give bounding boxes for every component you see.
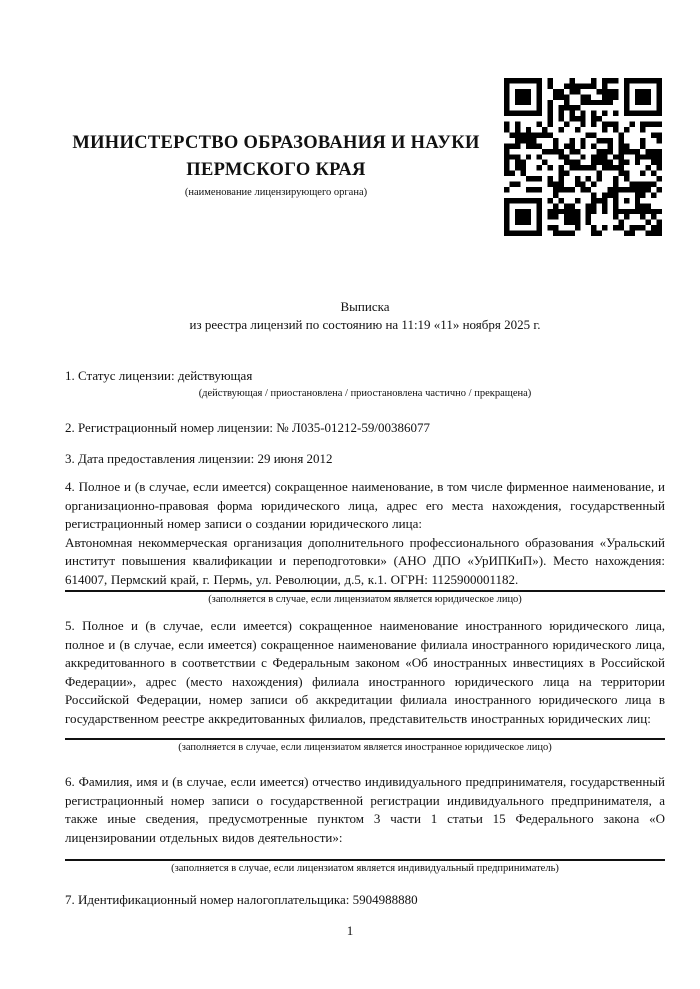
title-line: Выписка — [340, 299, 390, 314]
registration-number-text: 2. Регистрационный номер лицензии: № Л035-01212-59/00386077 — [65, 420, 431, 435]
license-grant-date-text: 3. Дата предоставления лицензии: 29 июня 2012 — [65, 451, 333, 466]
item-individual-entrepreneur — [65, 773, 665, 876]
license-status-options-caption: (действующая / приостановлена / приостановлена частично / прекращена) — [198, 387, 532, 399]
item-license-grant-date — [65, 450, 665, 469]
legal-entity-prompt: 4. Полное и (в случае, если имеется) сокращенное наименование, в том числе фирменное наименование, и организационно-правовая форма юридического лица, адрес его места нахождения, государственный регистрационный номер записи о создании юридического лица: — [65, 479, 665, 531]
legal-entity-value: Автономная некоммерческая организация дополнительного профессионального образования «Уральский институт повышения квалификации и переподготовки» (АНО ДПО «УрИПКиП»). Место нахождения: 614007, Пермский край, г. Пермь, ул. Революции, д.5, к.1. ОГРН: 1125900001182. — [65, 534, 665, 587]
document-title — [65, 298, 665, 334]
title-date-line: из реестра лицензий по состоянию на 11:19 «11» ноября 2025 г. — [189, 317, 541, 332]
license-status-text: 1. Статус лицензии: действующая — [65, 368, 253, 383]
item-license-status — [65, 367, 665, 401]
taxpayer-number-text: 7. Идентификационный номер налогоплательщика: 5904988880 — [65, 892, 418, 907]
item-legal-entity — [65, 478, 665, 607]
page-number: 1 — [346, 923, 354, 938]
foreign-legal-entity-prompt: 5. Полное и (в случае, если имеется) сокращенное наименование иностранного юридического лица, полное и (в случае, если имеется) сокращенное наименование филиала иностранного юридического лица, аккредитованного в соответствии с Федеральным законом «Об иностранных инвестициях в Российской Федерации», адрес (место нахождения) филиала иностранного юридического лица на территории Российской Федерации, номер записи об аккредитации филиала иностранного юридического лица в государственном реестре аккредитованных филиалов, представительств иностранных юридических лиц: — [65, 618, 665, 726]
fill-in-rule-foreign-entity — [65, 738, 665, 740]
ministry-name-line-1: МИНИСТЕРСТВО ОБРАЗОВАНИЯ И НАУКИ — [72, 133, 480, 153]
individual-entrepreneur-prompt: 6. Фамилия, имя и (в случае, если имеется) отчество индивидуального предпринимателя, государственный регистрационный номер записи о государственной регистрации индивидуального предпринимателя, а также иные сведения, предусмотренные пунктом 3 части 1 статьи 15 Федерального закона «О лицензировании отдельных видов деятельности»: — [65, 774, 665, 845]
fill-in-rule-legal-entity — [65, 590, 665, 592]
legal-entity-caption: (заполняется в случае, если лицензиатом является юридическое лицо) — [208, 594, 522, 605]
foreign-legal-entity-caption: (заполняется в случае, если лицензиатом является иностранное юридическое лицо) — [178, 742, 552, 753]
qr-code-icon — [504, 78, 662, 236]
individual-entrepreneur-caption: (заполняется в случае, если лицензиатом является индивидуальный предприниматель) — [171, 863, 559, 874]
licensing-authority-caption: (наименование лицензирующего органа) — [184, 187, 368, 198]
item-registration-number — [65, 419, 665, 438]
item-foreign-legal-entity — [65, 617, 665, 755]
licensing-authority-header — [60, 130, 492, 200]
fill-in-rule-entrepreneur — [65, 859, 665, 861]
item-taxpayer-number — [65, 891, 665, 910]
ministry-name-line-2: ПЕРМСКОГО КРАЯ — [186, 160, 366, 180]
